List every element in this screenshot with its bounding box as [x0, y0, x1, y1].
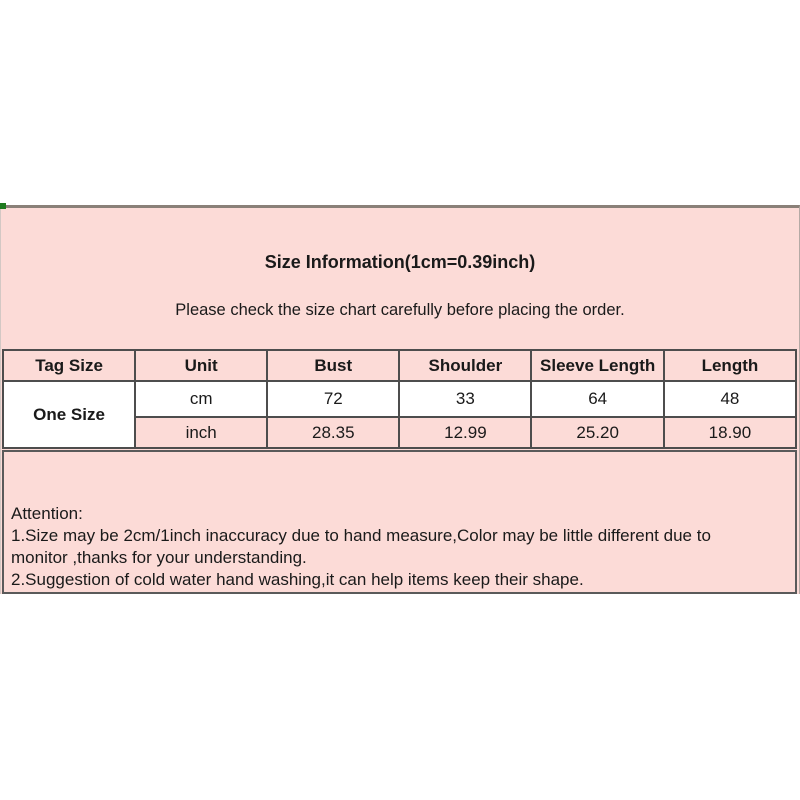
cm-sleeve-length-cell: 64: [531, 381, 663, 417]
attention-line-1: 1.Size may be 2cm/1inch inaccuracy due to hand measure,Color may be little different due to: [11, 526, 711, 545]
inch-shoulder-cell: 12.99: [399, 417, 531, 448]
attention-box: [2, 450, 797, 594]
page-subtitle: Please check the size chart carefully before placing the order.: [175, 301, 625, 319]
cm-bust-cell: 72: [267, 381, 399, 417]
col-header-unit: Unit: [135, 350, 267, 381]
size-table: [2, 349, 797, 449]
col-header-sleeve-length: Sleeve Length: [531, 350, 663, 381]
inch-length-cell: 18.90: [664, 417, 796, 448]
table-header-row: [3, 350, 796, 381]
attention-heading: Attention:: [11, 504, 83, 523]
inch-bust-cell: 28.35: [267, 417, 399, 448]
attention-line-3: 2.Suggestion of cold water hand washing,it can help items keep their shape.: [11, 570, 584, 589]
col-header-length: Length: [664, 350, 796, 381]
col-header-tag-size: Tag Size: [3, 350, 135, 381]
cm-unit-cell: cm: [135, 381, 267, 417]
green-corner-mark: [0, 203, 6, 209]
attention-line-2: monitor ,thanks for your understanding.: [11, 548, 307, 567]
col-header-bust: Bust: [267, 350, 399, 381]
page-title: Size Information(1cm=0.39inch): [264, 252, 536, 272]
inch-unit-cell: inch: [135, 417, 267, 448]
tag-size-value: One Size: [3, 381, 135, 448]
cm-length-cell: 48: [664, 381, 796, 417]
inch-sleeve-length-cell: 25.20: [531, 417, 663, 448]
cm-shoulder-cell: 33: [399, 381, 531, 417]
table-row-cm: [3, 381, 796, 417]
col-header-shoulder: Shoulder: [399, 350, 531, 381]
